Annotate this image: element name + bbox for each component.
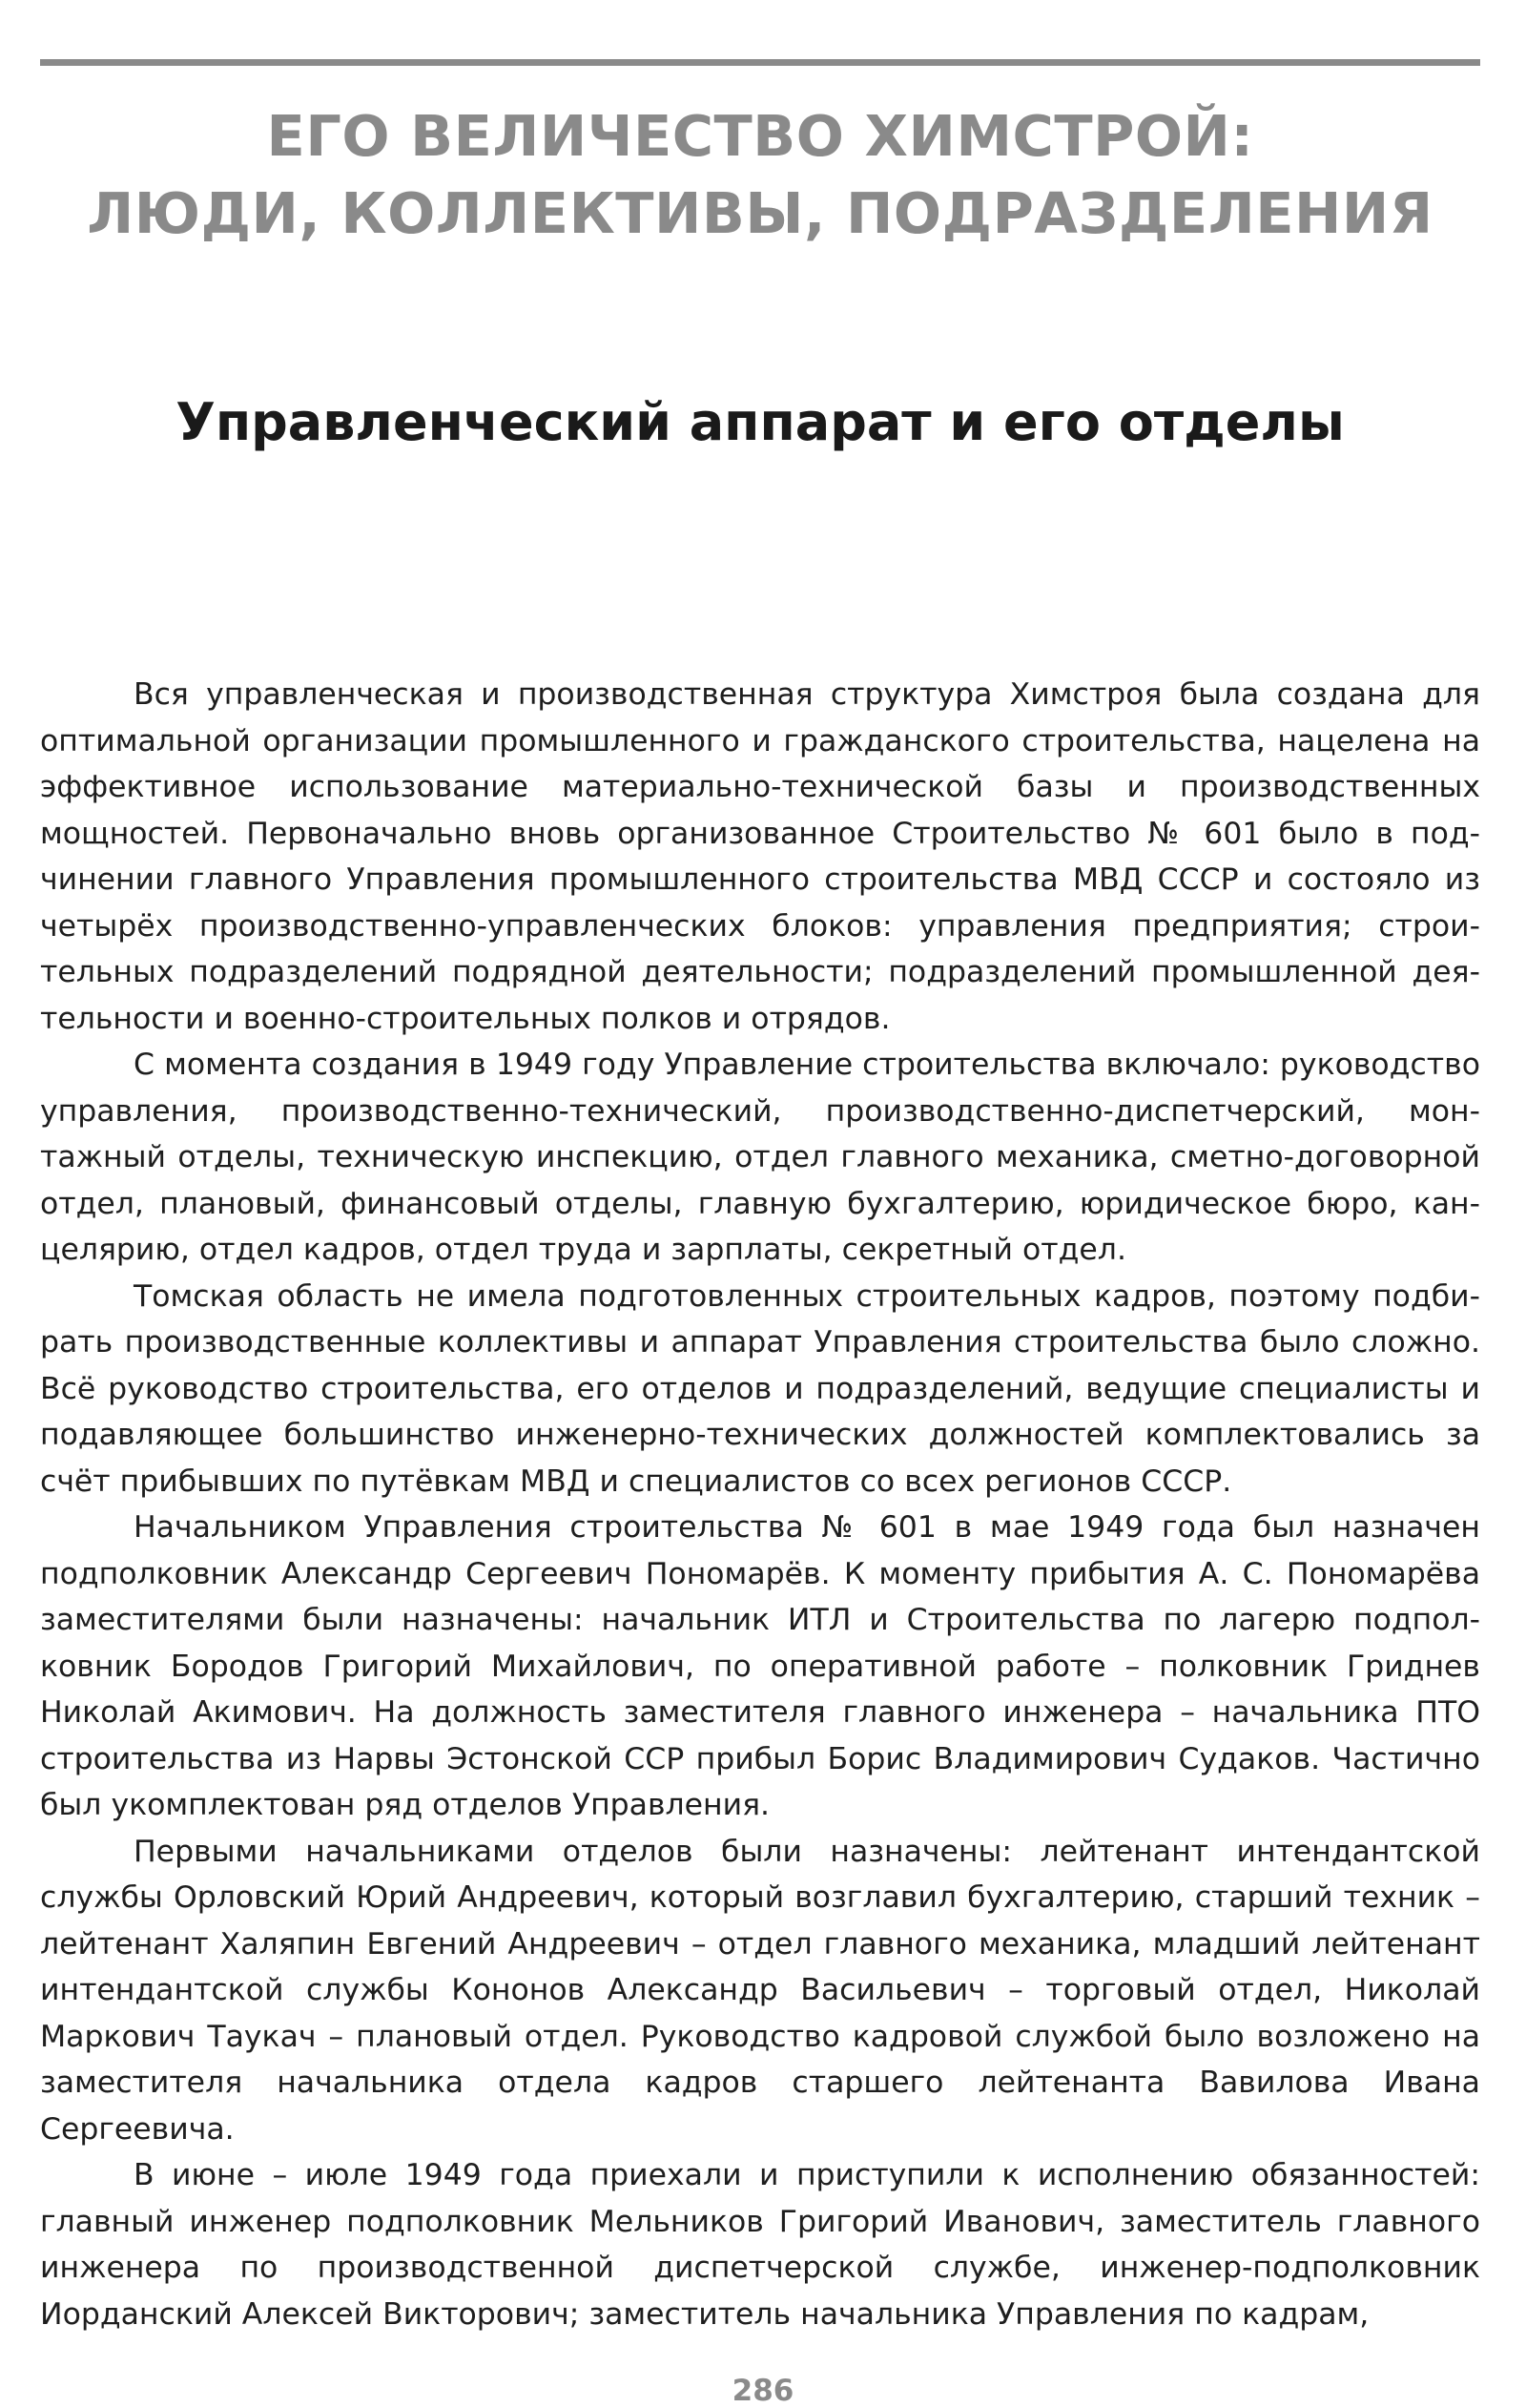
page-number: 286: [732, 2374, 794, 2408]
chapter-title-line-1: ЕГО ВЕЛИЧЕСТВО ХИМСТРОЙ:: [266, 103, 1254, 169]
paragraph: Начальником Управления строительства № 601 в мае 1949 года был назначен подполковник Александр Сергеевич Пономарёв. К моменту прибытия А. С. Пономарёва заместителями были назначены: начальник ИТЛ и Строительства по лагерю подполковник Бородов Григорий Михайлович, по оперативной работе – полковник Гриднев Николай Акимович. На должность заместителя главного инженера – начальника ПТО строительства из Нарвы Эстонской ССР прибыл Борис Владимирович Судаков. Частично был укомплектован ряд отделов Управления.: [40, 1510, 1480, 1822]
section-title: Управленческий аппарат и его отделы: [175, 392, 1345, 452]
chapter-title: [40, 97, 1480, 252]
top-rule: [40, 59, 1480, 66]
paragraph: Вся управленческая и производственная структура Химстроя была создана для оптимальной организации промышленного и гражданского строительства, нацелена на эффективное использование материально-технической базы и производственных мощностей. Первоначально вновь организованное Строительство № 601 было в подчинении главного Управления промышленного строительства МВД СССР и состояло из четырёх производственно-управленческих блоков: управления предприятия; строительных подразделений подрядной деятельности; подразделений промышленной деятельности и военно-строительных полков и отрядов.: [40, 677, 1480, 1036]
chapter-title-line-2: ЛЮДИ, КОЛЛЕКТИВЫ, ПОДРАЗДЕЛЕНИЯ: [87, 180, 1433, 246]
paragraph: С момента создания в 1949 году Управление строительства включало: руководство управления, производственно-технический, производственно-диспетчерский, монтажный отделы, техническую инспекцию, отдел главного механика, сметно-договорной отдел, плановый, финансовый отделы, главную бухгалтерию, юридическое бюро, канцелярию, отдел кадров, отдел труда и зарплаты, секретный отдел.: [40, 1048, 1480, 1267]
paragraph: Первыми начальниками отделов были назначены: лейтенант интендантской службы Орловский Юрий Андреевич, который возглавил бухгалтерию, старший техник – лейтенант Халяпин Евгений Андреевич – отдел главного механика, младший лейтенант интендантской службы Кононов Александр Васильевич – торговый отдел, Николай Маркович Таукач – плановый отдел. Руководство кадровой службой было возложено на заместителя начальника отдела кадров старшего лейтенанта Вавилова Ивана Сергеевича.: [40, 1834, 1480, 2147]
body-text: [40, 672, 1480, 2337]
paragraph: Томская область не имела подготовленных строительных кадров, поэтому подбирать производственные коллективы и аппарат Управления строительства было сложно. Всё руководство строительства, его отделов и подразделений, ведущие специалисты и подавляющее большинство инженерно-технических должностей комплектовались за счёт прибывших по путёвкам МВД и специалистов со всех регионов СССР.: [40, 1278, 1480, 1499]
paragraph: В июне – июле 1949 года приехали и приступили к исполнению обязанностей: главный инженер подполковник Мельников Григорий Иванович, заместитель главного инженера по производственной диспетчерской службе, инженер-подполковник Иорданский Алексей Викторович; заместитель начальника Управления по кадрам,: [40, 2158, 1480, 2332]
